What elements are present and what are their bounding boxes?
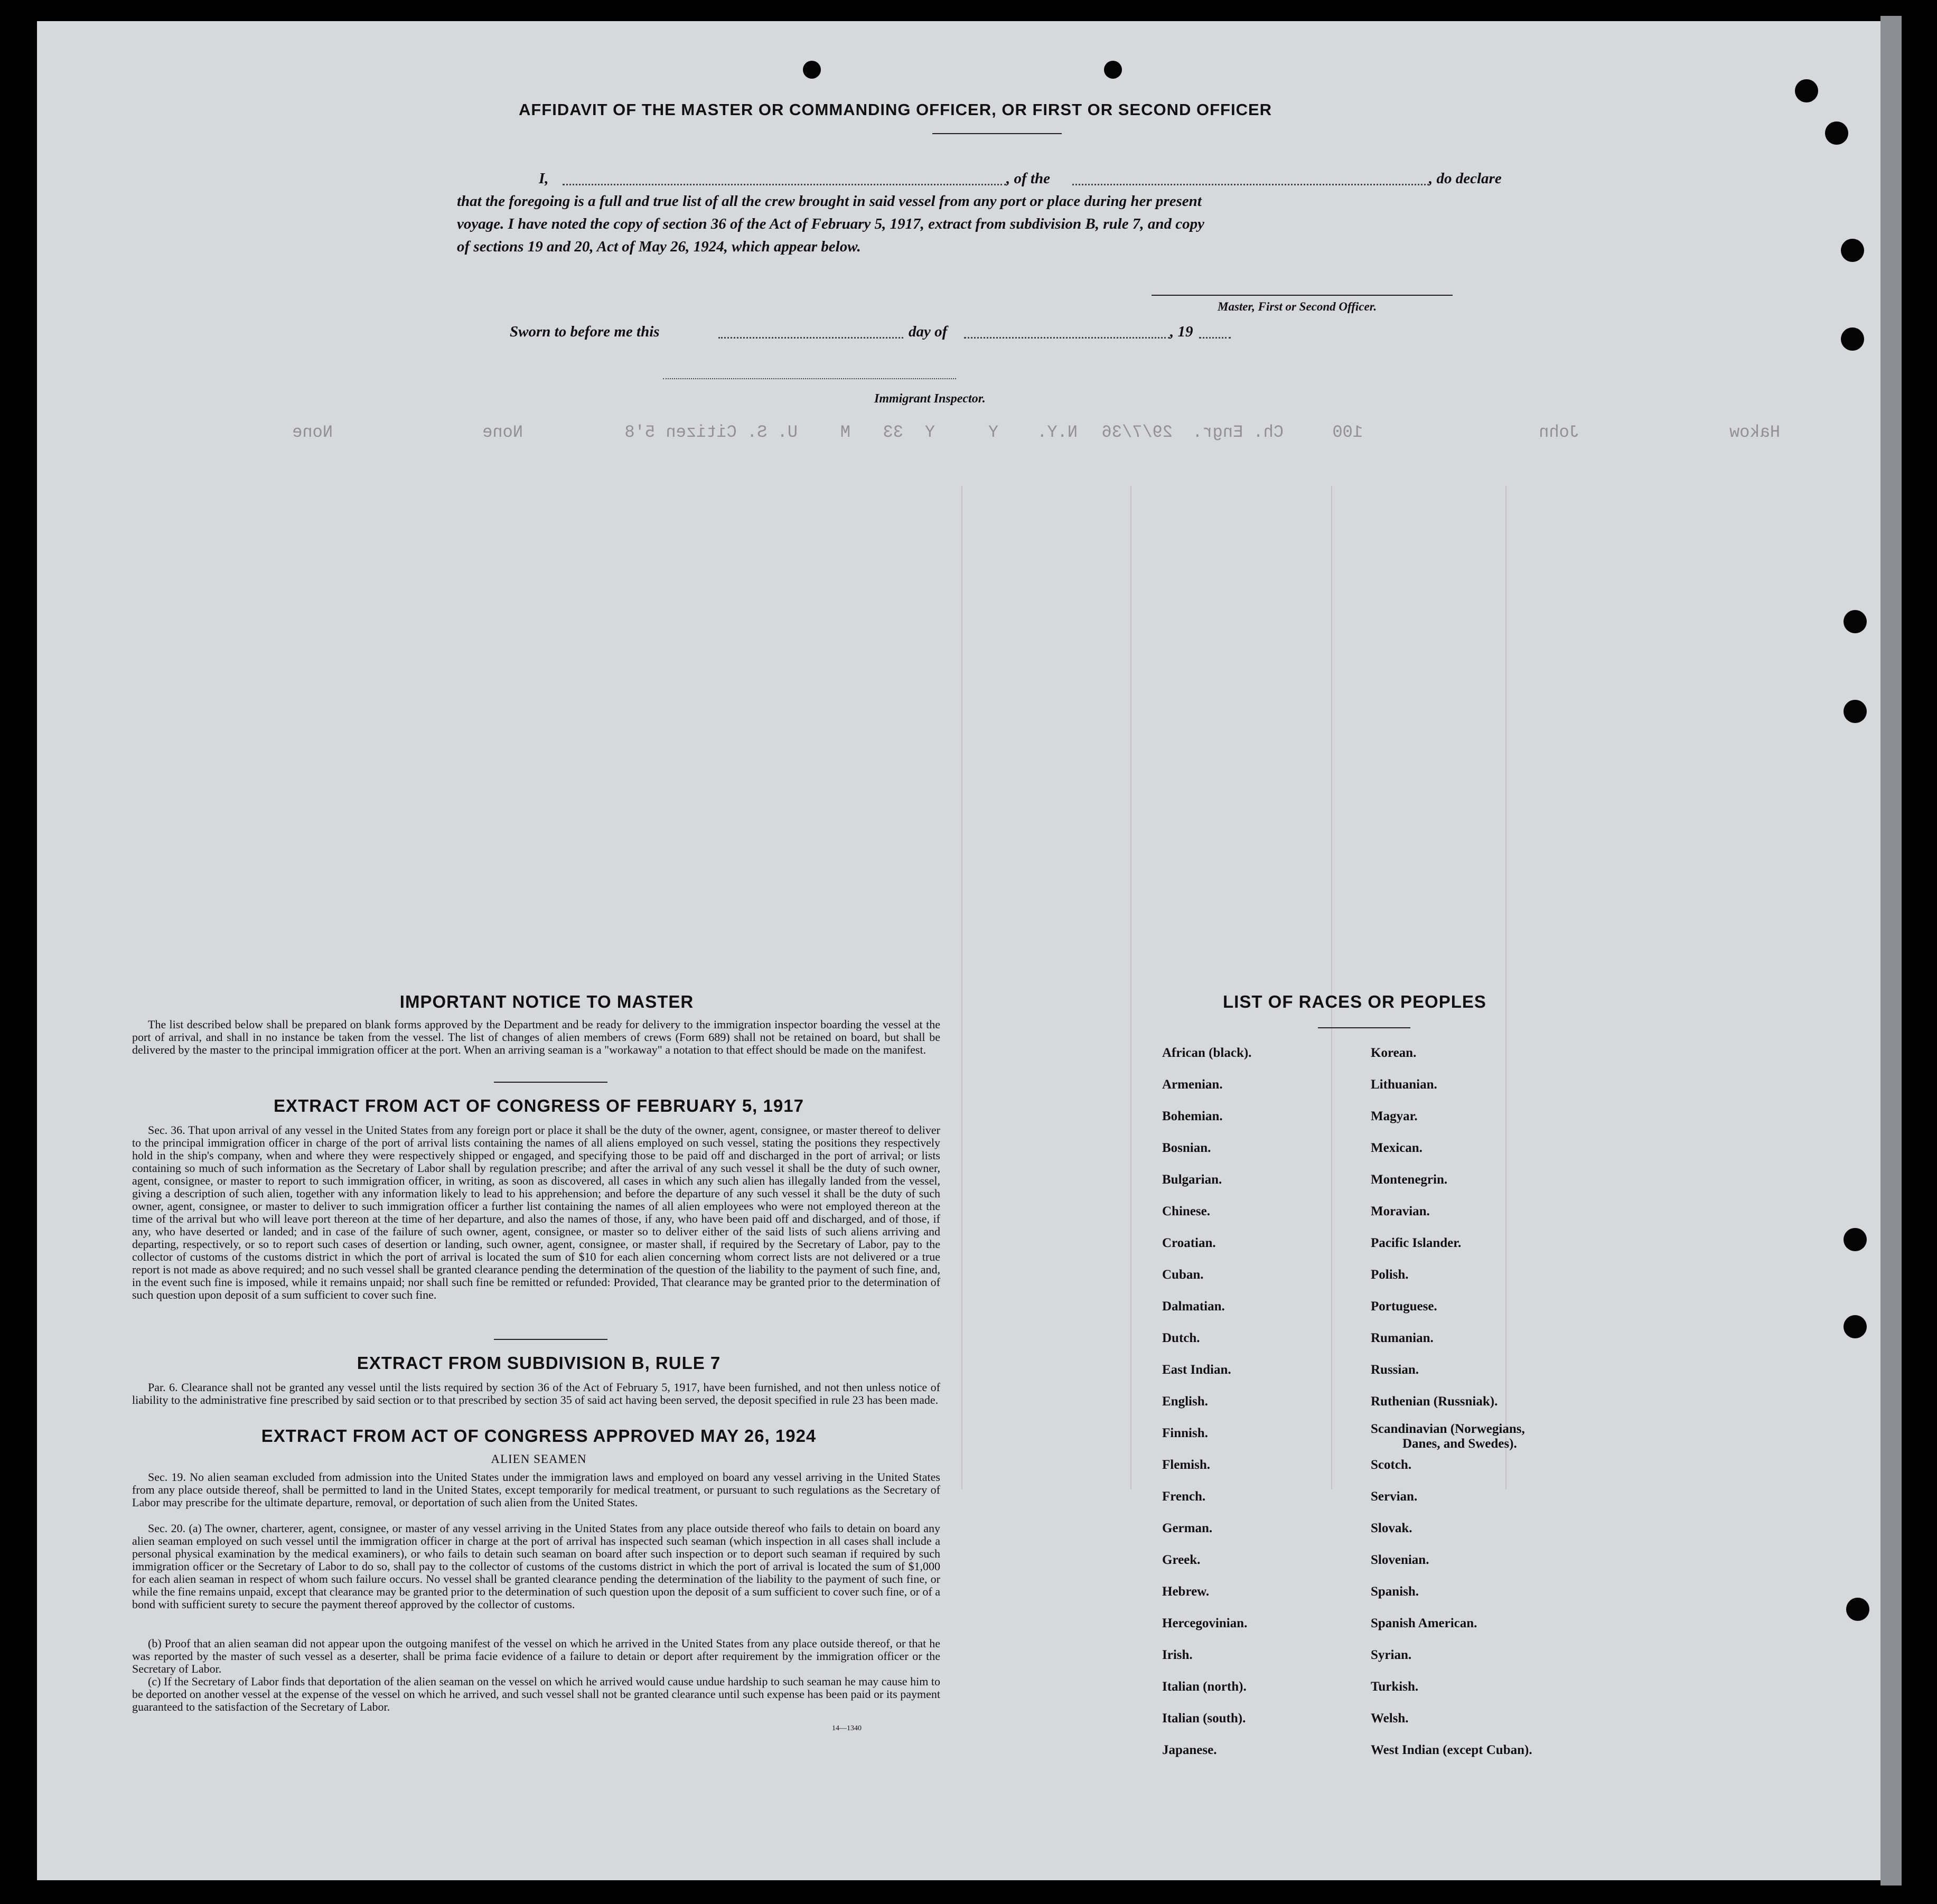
extract-1924-title: EXTRACT FROM ACT OF CONGRESS APPROVED MAY 26, 1924 <box>261 1426 817 1446</box>
race-item: Moravian. <box>1371 1204 1430 1218</box>
race-item: Syrian. <box>1371 1648 1412 1662</box>
ghost-cell: None <box>292 423 333 442</box>
notice-rule <box>494 1082 607 1083</box>
bleed-column-line <box>1130 486 1131 1489</box>
document-sheet <box>37 21 1886 1880</box>
extract-1917-rule <box>494 1339 607 1340</box>
day-of-label: day of <box>909 323 948 340</box>
races-column-right <box>1371 1046 1645 1796</box>
sworn-label: Sworn to before me this <box>510 323 660 340</box>
race-item: Flemish. <box>1162 1458 1210 1472</box>
race-item: Armenian. <box>1162 1077 1223 1092</box>
race-item: German. <box>1162 1521 1213 1535</box>
race-item: Korean. <box>1371 1046 1417 1060</box>
punch-hole <box>1841 239 1864 262</box>
sec19-text: Sec. 19. No alien seaman excluded from admission into the United States under the immigration laws and employed on board any vessel arriving in the United States from any place outside thereof, shall be permitted to land in the United States, except temporarily for medical treatment, or pursuant to such regulations as the Secretary of Labor may prescribe for the ultimate departure, removal, or deportation of such alien from the United States. <box>132 1470 940 1509</box>
race-item: Hercegovinian. <box>1162 1616 1248 1630</box>
race-item: Rumanian. <box>1371 1331 1434 1345</box>
sworn-year-blank[interactable] <box>1199 337 1231 339</box>
race-item: Cuban. <box>1162 1268 1204 1282</box>
sworn-day-blank[interactable] <box>718 337 903 339</box>
notice-text: The list described below shall be prepared on blank forms approved by the Department and be ready for delivery to the immigration inspector boarding the vessel at the port of arrival, and shall in no instance be taken from the vessel. The list of changes of alien members of crews (Form 689) shall not be retained on board, but shall be delivered by the master to the principal immigration officer at the port. When an arriving seaman is a "workaway" a notation to that effect should be made on the manifest. <box>132 1018 940 1056</box>
punch-hole <box>1841 327 1864 351</box>
punch-hole <box>1846 1598 1869 1621</box>
race-item: Bulgarian. <box>1162 1173 1222 1187</box>
affidavit-line-2: that the foregoing is a full and true list of all the crew brought in said vessel from any port or place during her present <box>457 193 1202 210</box>
punch-hole <box>1844 1228 1867 1251</box>
inspector-signature-line[interactable] <box>663 378 956 379</box>
races-title: LIST OF RACES OR PEOPLES <box>1223 992 1486 1011</box>
affidavit-do-declare: , do declare <box>1429 170 1502 187</box>
race-item: Slovenian. <box>1371 1553 1429 1567</box>
extract-1917-title: EXTRACT FROM ACT OF CONGRESS OF FEBRUARY 5, 1917 <box>274 1096 804 1115</box>
ghost-cell: Y <box>988 423 998 442</box>
race-item: Russian. <box>1371 1363 1419 1377</box>
ghost-cell: N.Y. <box>1037 423 1078 442</box>
race-item: Spanish American. <box>1371 1616 1477 1630</box>
race-item: Spanish. <box>1371 1584 1419 1599</box>
punch-hole <box>1825 121 1848 145</box>
race-item: Hebrew. <box>1162 1584 1210 1599</box>
affidavit-i: I, <box>539 170 549 187</box>
ghost-cell: 5'8 <box>624 423 655 442</box>
rule7-text: Par. 6. Clearance shall not be granted any vessel until the lists required by section 36 of the Act of February 5, 1917, have been furnished, and not then unless notice of liability to the administrative fine prescribed by said section or to that prescribed by section 35 of said act having been served, the deposit specified in rule 23 has been made. <box>132 1381 940 1406</box>
race-item: Portuguese. <box>1371 1299 1437 1314</box>
vessel-blank[interactable] <box>1072 184 1429 185</box>
ghost-cell: Ch. Engr. <box>1192 423 1284 442</box>
race-item: Lithuanian. <box>1371 1077 1437 1092</box>
punch-hole <box>1795 79 1818 102</box>
affidavit-line-3: voyage. I have noted the copy of section 36 of the Act of February 5, 1917, extract from subdivision B, rule 7, and copy <box>457 215 1204 232</box>
race-item: Polish. <box>1371 1268 1409 1282</box>
notice-title: IMPORTANT NOTICE TO MASTER <box>399 992 694 1011</box>
race-item: Danes, and Swedes). <box>1402 1437 1517 1451</box>
ghost-cell: Y <box>924 423 935 442</box>
race-item: Dalmatian. <box>1162 1299 1225 1314</box>
race-item: Greek. <box>1162 1553 1201 1567</box>
race-item: Japanese. <box>1162 1743 1217 1757</box>
page-edge <box>1880 16 1902 1886</box>
race-item: East Indian. <box>1162 1363 1231 1377</box>
race-item: French. <box>1162 1489 1206 1504</box>
punch-hole <box>1844 700 1867 723</box>
ghost-cell: 33 <box>883 423 903 442</box>
race-item: Ruthenian (Russniak). <box>1371 1394 1498 1409</box>
punch-hole <box>1104 61 1122 79</box>
affidavit-of-the: , of the <box>1006 170 1050 187</box>
punch-hole <box>1844 610 1867 633</box>
ghost-cell: John <box>1539 423 1579 442</box>
ghost-cell: Hakow <box>1729 423 1780 442</box>
race-item: Slovak. <box>1371 1521 1412 1535</box>
races-title-rule <box>1318 1027 1410 1028</box>
bleed-column-line <box>961 486 962 1489</box>
ghost-cell: 29/7/36 <box>1101 423 1173 442</box>
race-item: African (black). <box>1162 1046 1252 1060</box>
race-item: Chinese. <box>1162 1204 1210 1218</box>
ghost-cell: M <box>840 423 850 442</box>
ghost-cell: U. S. Citizen <box>666 423 798 442</box>
extract-1917-text: Sec. 36. That upon arrival of any vessel in the United States from any foreign port or place it shall be the duty of the owner, agent, consignee, or master thereof to deliver to the principal immigration officer in charge of the port of arrival lists containing the names of all aliens employed on such vessel, stating the positions they respectively hold in the ship's company, when and where they were respectively shipped or engaged, and specifying those to be paid off and discharged in the port of arrival; or lists containing so much of such information as the Secretary of Labor shall by regulation prescribe; and after the arrival of any such vessel it shall be the duty of such owner, agent, consignee, or master to report to such immigration officer, in writing, as soon as discovered, all cases in which any such alien has illegally landed from the vessel, giving a description of such alien, together with any information likely to lead to his apprehension; and before the departure of any such vessel it shall be the duty of such owner, agent, consignee, or master to deliver to such immigration officer a further list containing the names of all alien employees who were not employed thereon at the time of the arrival but who will leave port thereon at the time of her departure, and also the names of those, if any, who have been paid off and discharged, and of those, if any, who have deserted or landed; and in case of the failure of such owner, agent, consignee, or master so to deliver either of the said lists of such aliens arriving and departing, respectively, or so to report such cases of desertion or landing, such owner, agent, consignee, or master shall, if required by the Secretary of Labor, pay to the collector of customs of the customs district in which the port of arrival is located the sum of $10 for each alien concerning whom correct lists are not delivered or a true report is not made as above required; and no such vessel shall be granted clearance pending the determination of the question of the liability to the payment of such fine, and, in the event such fine is imposed, while it remains unpaid; nor shall such fine be remitted or refunded: Provided, That clearance may be granted prior to the determination of such question upon deposit of a sum sufficient to cover such fine. <box>132 1123 940 1301</box>
race-item: Montenegrin. <box>1371 1173 1448 1187</box>
rule7-title: EXTRACT FROM SUBDIVISION B, RULE 7 <box>357 1353 721 1373</box>
sec20b-text: (b) Proof that an alien seaman did not appear upon the outgoing manifest of the vessel on which he arrived in the United States from any place outside thereof, or that he was reported by the master of such vessel as a deserter, shall be prima facie evidence of a failure to detain or deport after requirement by the immigration officer or the Secretary of Labor. <box>132 1637 940 1675</box>
master-signature-label: Master, First or Second Officer. <box>1218 300 1377 313</box>
race-item: Magyar. <box>1371 1109 1418 1123</box>
race-item: Scotch. <box>1371 1458 1412 1472</box>
ghost-cell: 100 <box>1332 423 1363 442</box>
race-item: Pacific Islander. <box>1371 1236 1462 1250</box>
sworn-line <box>510 323 1302 342</box>
master-signature-line[interactable] <box>1152 295 1453 296</box>
ghost-cell: None <box>482 423 523 442</box>
race-item: Scandinavian (Norwegians, <box>1371 1422 1525 1436</box>
race-item: Croatian. <box>1162 1236 1216 1250</box>
race-item: Dutch. <box>1162 1331 1200 1345</box>
race-item: West Indian (except Cuban). <box>1371 1743 1532 1757</box>
race-item: Turkish. <box>1371 1680 1419 1694</box>
extract-1924-subtitle: ALIEN SEAMEN <box>491 1452 587 1466</box>
race-item: English. <box>1162 1394 1208 1409</box>
sworn-month-blank[interactable] <box>964 337 1170 339</box>
race-item: Italian (south). <box>1162 1711 1246 1725</box>
sec20c-text: (c) If the Secretary of Labor finds that deportation of the alien seaman on the vessel on which he arrived would cause undue hardship to such seaman he may cause him to be deported on another vessel at the expense of the vessel on which he arrived, and such vessel shall not be granted clearance until such expense has been paid or its payment guaranteed to the satisfaction of the Secretary of Labor. <box>132 1675 940 1713</box>
year-prefix: , 19 <box>1170 323 1193 340</box>
race-item: Welsh. <box>1371 1711 1409 1725</box>
affidavit-title: AFFIDAVIT OF THE MASTER OR COMMANDING OFFICER, OR FIRST OR SECOND OFFICER <box>518 100 1272 119</box>
affidavit-line-4: of sections 19 and 20, Act of May 26, 1924, which appear below. <box>457 238 861 255</box>
affidavit-title-rule <box>932 133 1062 134</box>
race-item: Mexican. <box>1371 1141 1423 1155</box>
inspector-label: Immigrant Inspector. <box>874 392 986 406</box>
race-item: Irish. <box>1162 1648 1193 1662</box>
form-number: 14—1340 <box>832 1724 862 1732</box>
races-column-left <box>1162 1046 1352 1796</box>
race-item: Servian. <box>1371 1489 1418 1504</box>
punch-hole <box>1844 1315 1867 1338</box>
name-blank[interactable] <box>563 184 1006 185</box>
sec20a-text: Sec. 20. (a) The owner, charterer, agent, consignee, or master of any vessel arriving in the United States from any place outside thereof who fails to detain on board any alien seaman employed on such vessel until the immigration officer in charge at the port of arrival has inspected such seaman (which inspection in all cases shall include a personal physical examination by the medical examiners), or who fails to detain such seaman on board after such inspection or to deport such seaman if required by such immigration officer or the Secretary of Labor to do so, shall pay to the collector of customs of the customs district in which the port of arrival is located the sum of $1,000 for each alien seaman in respect of whom such failure occurs. No vessel shall be granted clearance pending the determination of the liability to the payment of such fine, or while the fine remains unpaid, except that clearance may be granted prior to the determination of such question upon the deposit of a sum sufficient to cover such fine, or of a bond with sufficient surety to secure the payment thereof approved by the collector of customs. <box>132 1522 940 1611</box>
race-item: Bohemian. <box>1162 1109 1223 1123</box>
punch-hole <box>803 61 821 79</box>
race-item: Italian (north). <box>1162 1680 1247 1694</box>
race-item: Finnish. <box>1162 1426 1208 1440</box>
bleed-through-row <box>248 423 1780 449</box>
affidavit-line-1 <box>539 170 1542 189</box>
race-item: Bosnian. <box>1162 1141 1211 1155</box>
